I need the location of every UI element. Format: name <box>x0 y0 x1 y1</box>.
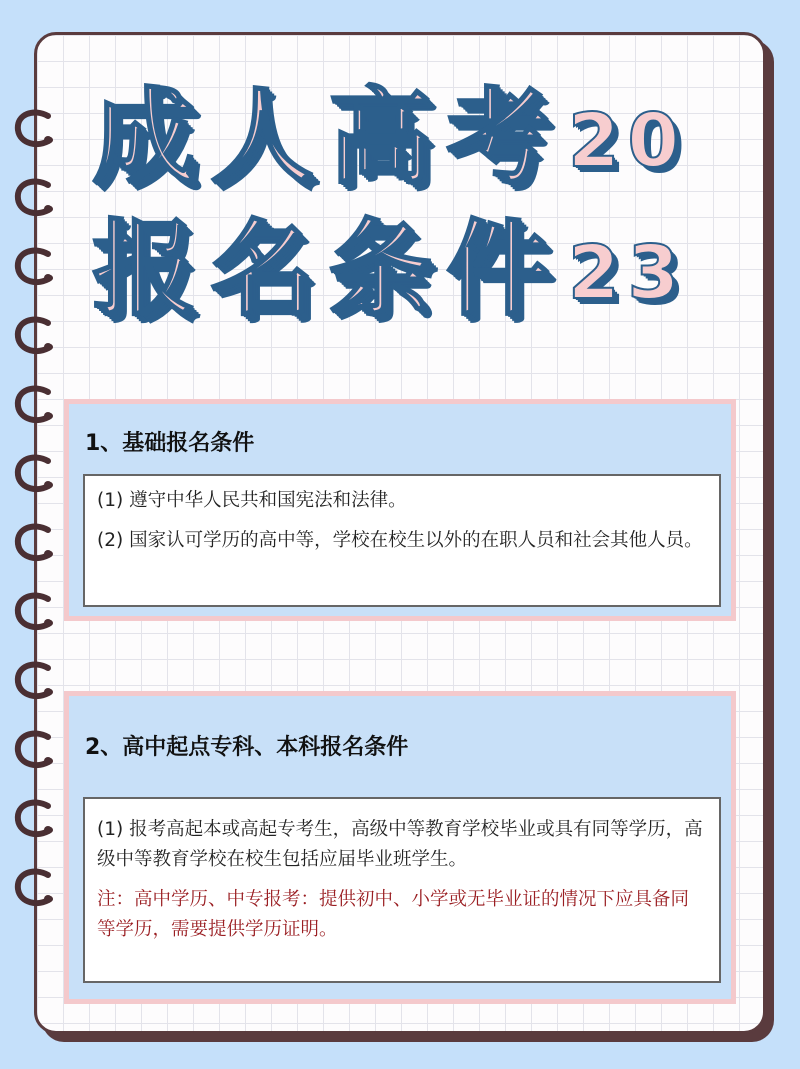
spiral-ring-icon <box>8 587 68 637</box>
spiral-ring-icon <box>8 242 68 292</box>
title-year-part-1: 20 <box>568 98 687 184</box>
title-line-1 <box>92 76 687 198</box>
title-main-2: 报名条件 <box>92 208 565 330</box>
spiral-ring-icon <box>8 725 68 775</box>
condition-item: (1) 遵守中华人民共和国宪法和法律。 <box>97 490 407 511</box>
spiral-ring-icon <box>8 380 68 430</box>
spiral-binding <box>8 104 68 914</box>
note-text: 注：高中学历、中专报考：提供初中、小学或无毕业证的情况下应具备同等学历，需要提供学历证明。 <box>97 889 690 940</box>
title-year-part-2: 23 <box>568 230 687 316</box>
spiral-ring-icon <box>8 863 68 913</box>
spiral-ring-icon <box>8 173 68 223</box>
conditions-card <box>83 474 721 607</box>
spiral-ring-icon <box>8 656 68 706</box>
section-heading: 2、高中起点专科、本科报名条件 <box>85 735 409 760</box>
spiral-ring-icon <box>8 794 68 844</box>
spiral-ring-icon <box>8 311 68 361</box>
section-heading: 1、基础报名条件 <box>85 431 255 456</box>
conditions-card <box>83 797 721 983</box>
spiral-ring-icon <box>8 104 68 154</box>
spiral-ring-icon <box>8 518 68 568</box>
section-high-school-start <box>64 691 736 1004</box>
title-line-2 <box>92 208 687 330</box>
spiral-ring-icon <box>8 449 68 499</box>
condition-item: (2) 国家认可学历的高中等，学校在校生以外的在职人员和社会其他人员。 <box>97 530 703 551</box>
title-main-1: 成人高考 <box>92 76 565 198</box>
condition-item: (1) 报考高起本或高起专考生，高级中等教育学校毕业或具有同等学历，高级中等教育学校在校生包括应届毕业班学生。 <box>97 819 703 870</box>
section-basic-conditions <box>64 399 736 621</box>
